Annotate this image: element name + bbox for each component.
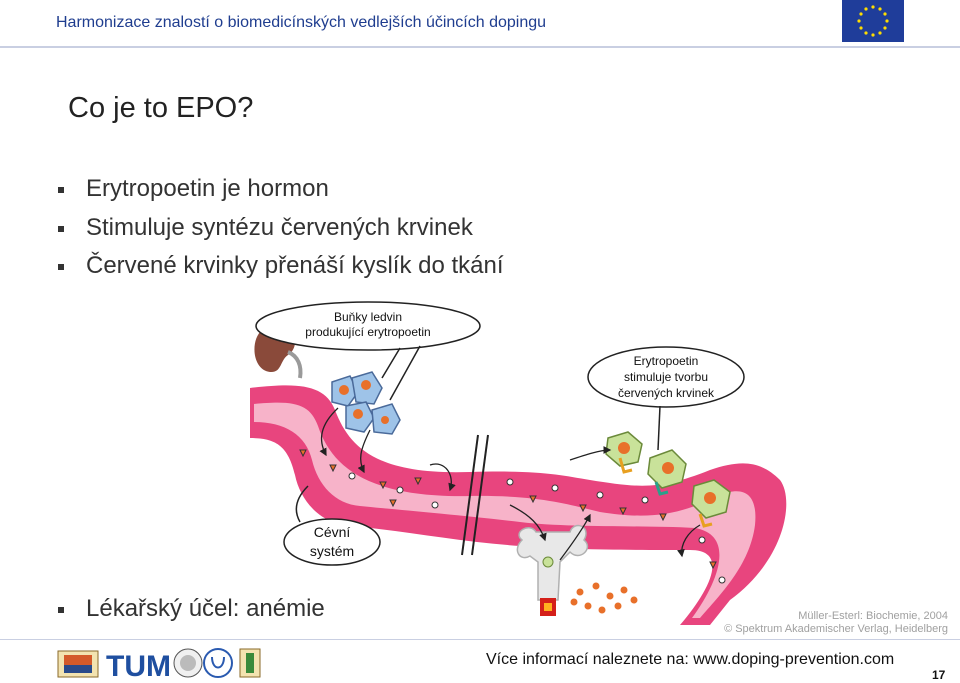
tum-logo: TUM [106,650,171,681]
bullet-marker [58,226,64,232]
crest-logo-icon [58,651,98,677]
bullet-item [58,247,504,286]
epo-callout-line1: Erytropoetin [633,354,699,368]
bullet-marker [58,187,64,193]
credit-copyright: © Spektrum Akademischer Verlag, Heidelberg [724,623,948,635]
vessel-callout-line2: systém [309,543,355,559]
header-divider [0,46,960,48]
page-number: 17 [932,668,946,682]
bullet-text: Červené krvinky přenáší kyslík do tkání [86,252,504,280]
bullet-item [58,209,504,248]
bullet-text: Erytropoetin je hormon [86,175,329,203]
faculty-logo-icon [240,649,260,677]
epo-callout-line3: červených krvinek [617,386,715,400]
eu-flag-icon [842,0,904,42]
red-blood-cells [571,583,638,614]
bullet-text: Lékařský účel: anémie [86,595,325,623]
university-seal-icon [174,649,202,677]
kidney-callout-line1: Buňky ledvin [333,310,403,324]
footer-divider [0,639,960,640]
partner-logos [56,645,266,681]
footer-website-text: Více informací naleznete na: www.doping-prevention.com [486,651,895,668]
slide-title: Co je to EPO? [68,92,254,124]
bullet-item [58,170,504,209]
institution-logo-icon [204,649,232,677]
epo-diagram [240,300,960,640]
bullet-list [58,170,504,286]
kidney-cells [332,372,400,434]
header-title: Harmonizace znalostí o biomedicínských vedlejších účincích dopingu [56,14,547,31]
epo-callout-line2: stimuluje tvorbu [623,370,709,384]
kidney-callout-line2: produkující erytropoetin [305,325,431,339]
vessel-callout-line1: Cévní [313,524,351,540]
bullet-marker [58,264,64,270]
epo-callout [588,347,744,450]
bullet-text: Stimuluje syntézu červených krvinek [86,213,473,241]
bullet-marker [58,607,64,613]
credit-source: Müller-Esterl: Biochemie, 2004 [798,610,948,622]
